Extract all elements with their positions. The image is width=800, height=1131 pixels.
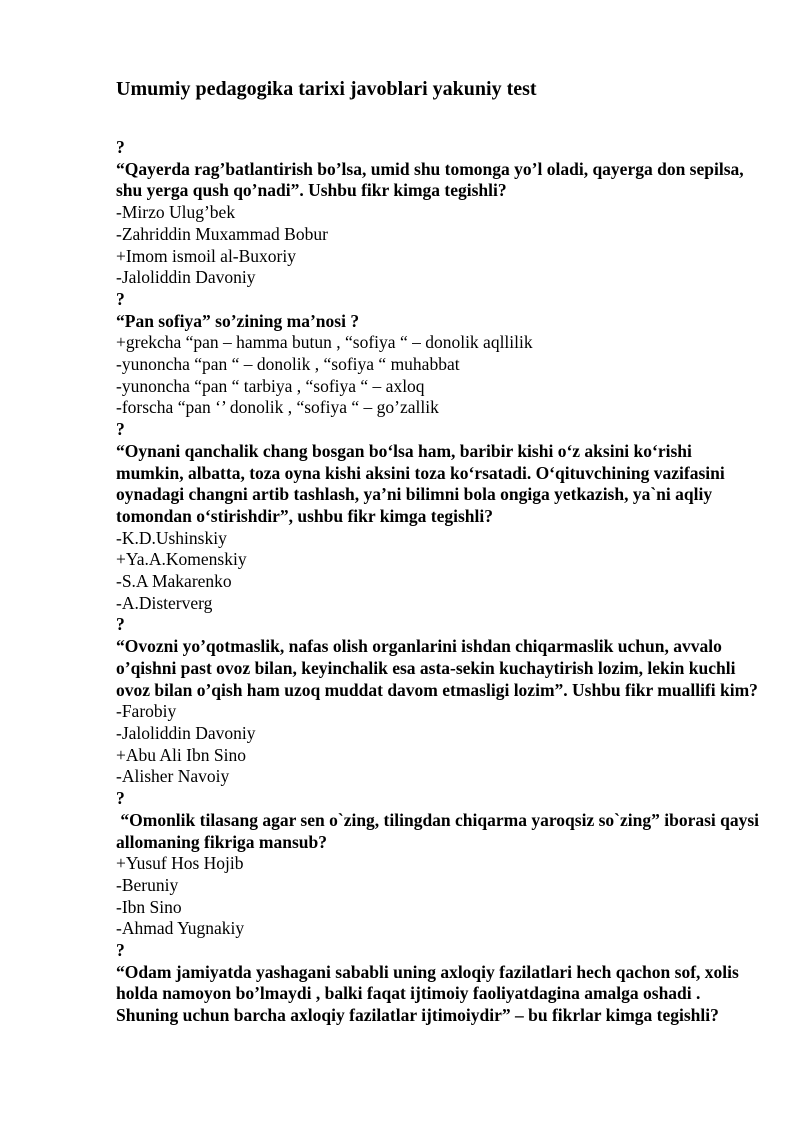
answer-option: -Beruniy [116,874,179,895]
answer-option: -S.A Makarenko [116,571,232,592]
question-block-3 [116,419,760,614]
question-marker: ? [116,288,125,309]
answer-option: -Farobiy [116,701,177,722]
answer-option: +grekcha “pan – hamma butun , “sofiya “ – donolik aqllilik [116,332,533,353]
question-marker: ? [116,788,125,809]
answer-option: -Alisher Navoiy [116,766,230,787]
question-text: “Omonlik tilasang agar sen o`zing, tilingdan chiqarma yaroqsiz so`zing” iborasi qaysi allomaning fikriga mansub? [116,809,764,852]
answer-option: -K.D.Ushinskiy [116,527,227,548]
question-marker: ? [116,137,125,157]
question-marker: ? [116,614,125,635]
question-block-2 [116,289,760,419]
answer-option: +Abu Ali Ibn Sino [116,744,246,765]
question-text: “Oynani qanchalik chang bosgan bo‘lsa ham, baribir kishi o‘z aksini ko‘rishi mumkin, albatta, toza oyna kishi aksini toza ko‘rsatadi. O‘qituvchining vazifasini oynadagi changni artib tashlash, ya’ni bilimni bola ongiga yetkazish, ya`ni aqliy tomondan o‘stirishdir”, ushbu fikr kimga tegishli? [116,440,725,526]
document-title: Umumiy pedagogika tarixi javoblari yakuniy test [116,78,537,100]
question-block-4 [116,614,760,788]
answer-option: +Ya.A.Komenskiy [116,549,247,570]
question-marker: ? [116,940,125,961]
answer-option: -Jaloliddin Davoniy [116,722,256,743]
answer-option: -forscha “pan ‘’ donolik , “sofiya “ – go’zallik [116,397,439,418]
answer-option: -yunoncha “pan “ – donolik , “sofiya “ muhabbat [116,354,460,375]
answer-option: -Jaloliddin Davoniy [116,267,256,288]
question-block-1 [116,137,760,289]
question-block-6 [116,940,760,1027]
question-text: “Pan sofiya” so’zining ma’nosi ? [116,310,360,331]
question-block-5 [116,788,764,940]
answer-option: +Yusuf Hos Hojib [116,853,244,874]
answer-option: -Ahmad Yugnakiy [116,918,245,939]
answer-option: -Zahriddin Muxammad Bobur [116,223,328,244]
question-text: “Ovozni yo’qotmaslik, nafas olish organlarini ishdan chiqarmaslik uchun, avvalo o’qishni past ovoz bilan, keyinchalik esa asta-sekin kuchaytirish lozim, lekin kuchli ovoz bilan o’qish ham uzoq muddat davom etmasligi lozim”. Ushbu fikr muallifi kim? [116,636,758,700]
question-text: “Qayerda rag’batlantirish bo’lsa, umid shu tomonga yo’l oladi, qayerga don sepilsa, shu yerga qush qo’nadi”. Ushbu fikr kimga tegishli? [116,158,744,201]
question-marker: ? [116,419,125,440]
answer-option: -Ibn Sino [116,896,182,917]
answer-option: -A.Disterverg [116,592,213,613]
answer-option: -Mirzo Ulug’bek [116,202,236,223]
answer-option: -yunoncha “pan “ tarbiya , “sofiya “ – axloq [116,375,425,396]
question-text: “Odam jamiyatda yashagani sababli uning axloqiy fazilatlari hech qachon sof, xolis holda namoyon bo’lmaydi , balki faqat ijtimoiy faoliyatdagina amalga oshadi . Shuning uchun barcha axloqiy fazilatlar ijtimoiydir” – bu fikrlar kimga tegishli? [116,961,739,1026]
answer-option: +Imom ismoil al-Buxoriy [116,245,296,266]
